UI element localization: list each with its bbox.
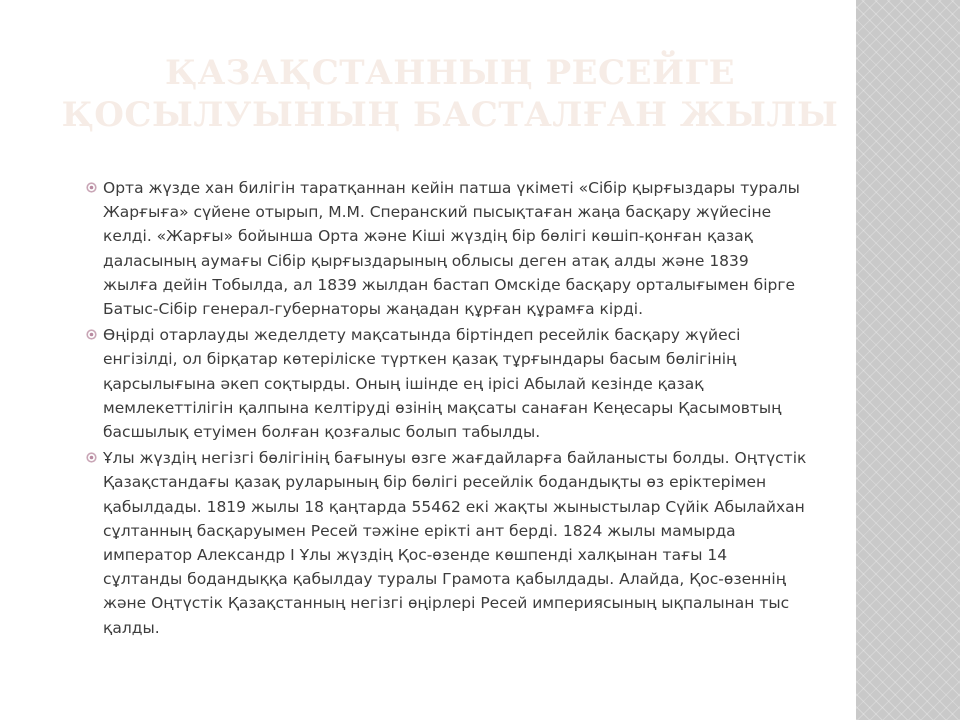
list-item [86, 176, 808, 321]
bullet-ring-icon [86, 329, 97, 340]
slide-title [60, 52, 840, 136]
list-item [86, 446, 808, 640]
list-item [86, 323, 808, 444]
bullet-ring-icon [86, 452, 97, 463]
bullet-text: Орта жүзде хан билігін таратқаннан кейін патша үкіметі «Сібір қырғыздары туралы Жарғыға» сүйене отырып, М.М. Сперанский пысықтаған жаңа басқару жүйесіне келді. «Жарғы» бойынша Орта және Кіші жүздің бір бөлігі көшіп-қонған қазақ даласының аумағы Сібір қырғыздарының облысы деген атақ алды және 1839 жылға дейін Тобылда, ал 1839 жылдан бастап Омскіде басқару орталығымен бірге Батыс-Сібір генерал-губернаторы жаңадан құрған құрамға кірді. [103, 179, 800, 319]
bullet-list [86, 176, 808, 642]
bullet-text: Ұлы жүздің негізгі бөлігінің бағынуы өзге жағдайларға байланысты болды. Оңтүстік Қазақстандағы қазақ руларының бір бөлігі ресейлік бодандықты өз еріктерімен қабылдады. 1819 жылы 18 қаңтарда 55462 екі жақты жыныстылар Сүйік Абылайхан сұлтанның басқаруымен Ресей тәжіне ерікті ант берді. 1824 жылы мамырда император Александр I Ұлы жүздің Қос-өзенде көшпенді халқынан тағы 14 сұлтанды бодандыққа қабылдау туралы Грамота қабылдады. Алайда, Қос-өзеннің және Оңтүстік Қазақстанның негізгі өңірлері Ресей империясының ықпалынан тыс қалды. [103, 449, 807, 637]
title-line-2: ҚОСЫЛУЫНЫҢ БАСТАЛҒАН ЖЫЛЫ [61, 95, 839, 135]
bullet-text: Өңірді отарлауды жеделдету мақсатында біртіндеп ресейлік басқару жүйесі енгізілді, ол бірқатар көтеріліске түрткен қазақ тұрғындары басым бөлігінің қарсылығына әкеп соқтырды. Оның ішінде ең ірісі Абылай кезінде қазақ мемлекеттілігін қалпына келтіруді өзінің мақсаты санаған Кеңесары Қасымовтың басшылық етуімен болған қозғалыс болып табылды. [103, 326, 782, 442]
bullet-ring-icon [86, 182, 97, 193]
decorative-side-strip [856, 0, 960, 720]
title-line-1: ҚАЗАҚСТАННЫҢ РЕСЕЙГЕ [164, 53, 736, 93]
